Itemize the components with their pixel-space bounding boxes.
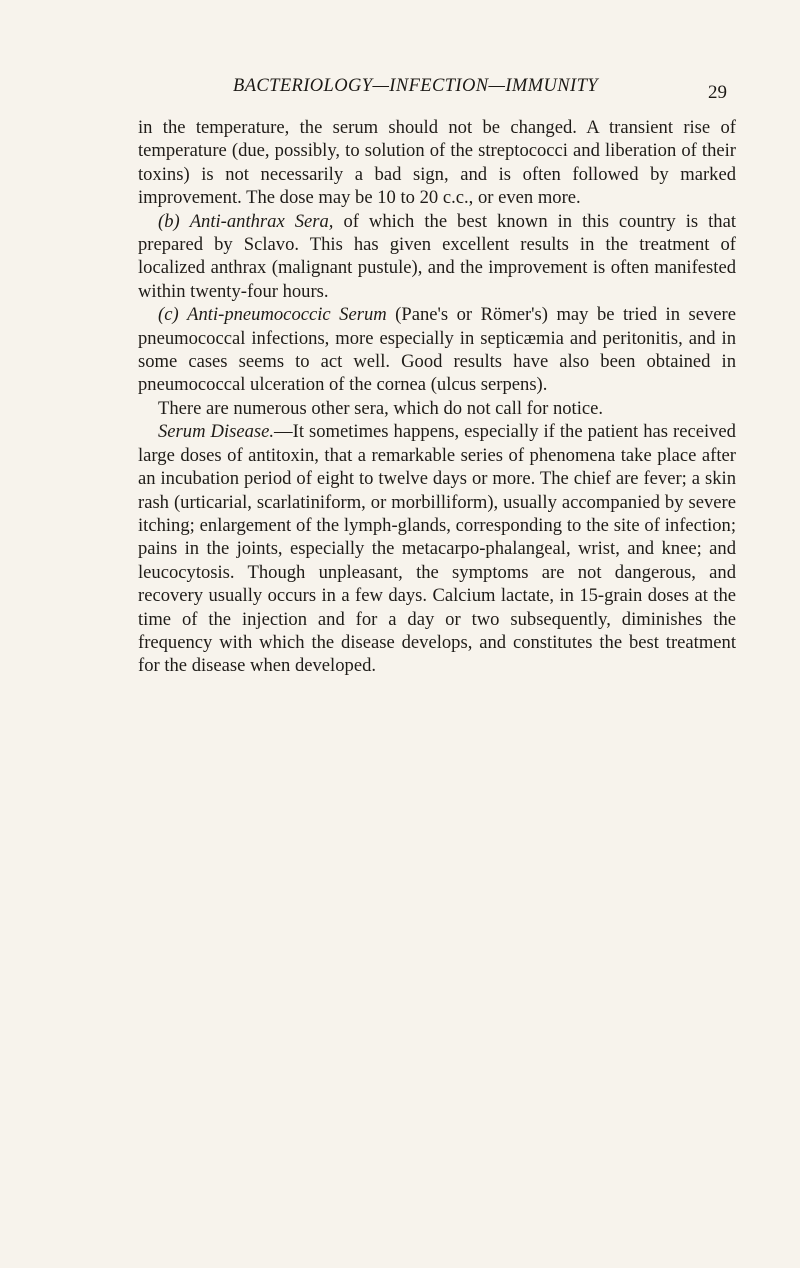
section-heading: Anti-anthrax Sera, [189,210,334,232]
paragraph-text: of which the best known in this country is that prepared by Sclavo. This has given excellent results in the treatment of localized anthrax (malignant pustule), and the improvement is often manifested within twenty-four hours. [138,210,736,302]
paragraph-continuation [138,116,736,210]
paragraph-text: There are numerous other sera, which do not call for notice. [158,397,604,419]
running-head: BACTERIOLOGY—INFECTION—IMMUNITY [233,76,598,96]
body-text [138,116,736,678]
section-heading: Serum Disease. [158,421,275,443]
page-number: 29 [708,82,727,103]
paragraph-anti-pneumococcic-serum [138,303,736,397]
list-marker: (c) [158,304,179,326]
paragraph-anti-anthrax-sera [138,210,736,304]
paragraph-serum-disease [138,420,736,677]
paragraph-text: in the temperature, the serum should not be changed. A transient rise of temperature (due, possibly, to solution of the streptococci and liberation of their toxins) is not necessarily a bad sign, and is often followed by marked improvement. The dose may be 10 to 20 c.c., or even more. [138,117,736,209]
paragraph-text: (Pane's or Römer's) may be tried in severe pneumococcal infections, more especially in septicæmia and peritonitis, and in some cases seems to act well. Good results have also been obtained in pneumococcal ulceration of the cornea (ulcus serpens). [138,304,736,396]
section-heading: Anti-pneumococcic Serum [187,304,387,326]
paragraph-text: —It sometimes happens, especially if the patient has received large doses of antitoxin, that a remarkable series of phenomena take place after an incubation period of eight to twelve days or more. The chief are fever; a skin rash (urticarial, scarlatiniform, or morbilliform), usually accompanied by severe itching; enlargement of the lymph-glands, corresponding to the site of infection; pains in the joints, especially the metacarpo-phalangeal, wrist, and knee; and leucocytosis. Though unpleasant, the symptoms are not dangerous, and recovery usually occurs in a few days. Calcium lactate, in 15-grain doses at the time of the injection and for a day or two subsequently, diminishes the frequency with which the disease develops, and constitutes the best treatment for the disease when developed. [138,421,736,677]
list-marker: (b) [158,210,180,232]
paragraph-other-sera [138,397,736,420]
